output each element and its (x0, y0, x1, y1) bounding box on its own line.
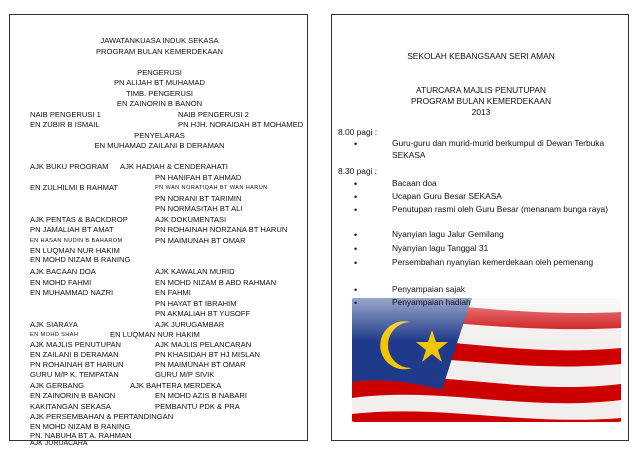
member-name: EN ZAINORIN B BANON (116, 99, 203, 108)
agenda-item: Guru-guru dan murid-murid berkumpul di Dewan Terbuka SEKASA (392, 138, 605, 160)
member-name: PN HAYAT BT IBRAHIM (155, 299, 237, 308)
agenda-item: Penyampaian sajak (392, 284, 466, 294)
bullet-icon: • (354, 139, 358, 149)
member-name: PN NORMASITAH BT ALI (155, 204, 243, 213)
member-name: EN ZAINORIN B BANON (30, 391, 116, 400)
role-label: AJK HADIAH & CENDERAHATI (120, 162, 228, 171)
member-name: EN MOHD NIZAM B RANING (30, 422, 131, 431)
member-name: PN WAN NORATIQAH BT WAN HARUN (155, 185, 268, 191)
bullet-icon: • (354, 258, 358, 268)
member-name: EN MOHD AZIS B NABARI (155, 391, 247, 400)
malaysia-flag-image (352, 298, 621, 422)
bullet-icon: • (354, 205, 358, 215)
member-name: EN MUHAMMAD NAZRI (30, 288, 114, 297)
agenda-item: Penyampaian hadiah (392, 297, 471, 307)
member-name: PN ROHAINAH NORZANA BT HARUN (155, 225, 288, 234)
member-name: PN MAIMUNAH BT OMAR (155, 360, 246, 369)
programme-panel (331, 14, 629, 441)
role-label: AJK JURUACARA (30, 440, 88, 446)
member-name: PN KHASIDAH BT HJ MISLAN (155, 350, 260, 359)
member-name: EN ZULHILMI B RAHMAT (30, 183, 119, 192)
member-name: GURU M/P K. TEMPATAN (30, 370, 119, 379)
role-label: AJK PERSEMBAHAN & PERTANDINGAN (30, 412, 174, 421)
committee-heading: JAWATANKUASA INDUK SEKASA (100, 36, 219, 45)
bullet-icon: • (354, 298, 358, 308)
member-name: EN HASAN NUDIN B BAHAROM (30, 238, 123, 244)
member-name: KAKITANGAN SEKASA (30, 402, 111, 411)
member-name: PN JAMALIAH BT AMAT (30, 225, 114, 234)
member-name: EN LUQMAN NUR HAKIM (110, 330, 200, 339)
member-name: EN MOHD SHAH (30, 332, 79, 338)
agenda-item: Persembahan nyanyian kemerdekaan oleh pemenang (392, 257, 594, 267)
member-name: EN FAHMI (155, 288, 191, 297)
member-name: PN ROHAINAH BT HARUN (30, 360, 124, 369)
committee-subheading: PROGRAM BULAN KEMERDEKAAN (95, 47, 223, 56)
role-label: AJK SIARAYA (30, 320, 78, 329)
member-name: PN HJH. NORAIDAH BT MOHAMED (178, 120, 304, 129)
bullet-icon: • (354, 192, 358, 202)
role-label: AJK GERBANG (30, 381, 85, 390)
member-name: PEMBANTU PDK & PRA (155, 402, 240, 411)
programme-year: 2013 (471, 107, 491, 117)
programme-title: ATURCARA MAJLIS PENUTUPAN (416, 85, 546, 95)
bullet-icon: • (354, 230, 358, 240)
role-label: PENYELARAS (134, 131, 185, 140)
time-label: 8.30 pagi : (338, 166, 378, 176)
member-name: PN AKMALIAH BT YUSOFF (155, 309, 251, 318)
member-name: PN. NABUHA BT A. RAHMAN (30, 431, 132, 440)
role-label: AJK BACAAN DOA (30, 267, 96, 276)
bullet-icon: • (354, 285, 358, 295)
role-label: NAIB PENGERUSI 2 (178, 110, 249, 119)
member-name: EN MOHD NIZAM B ABD RAHMAN (155, 278, 277, 287)
role-label: AJK JURUGAMBAR (155, 320, 225, 329)
role-label: AJK DOKUMENTASI (155, 215, 227, 224)
member-name: PN MAIMUNAH BT OMAR (155, 236, 246, 245)
role-label: AJK PENTAS & BACKDROP (30, 215, 128, 224)
member-name: GURU M/P SIVIK (155, 370, 215, 379)
agenda-item: Nyanyian lagu Jalur Gemilang (392, 229, 504, 239)
member-name: EN LUQMAN NUR HAKIM (30, 246, 120, 255)
member-name: EN ZAILANI B DERAMAN (30, 350, 119, 359)
member-name: PN HANIFAH BT AHMAD (155, 173, 242, 182)
agenda-item: Penutupan rasmi oleh Guru Besar (menanam bunga raya) (392, 204, 609, 214)
programme-subtitle: PROGRAM BULAN KEMERDEKAAN (410, 96, 552, 106)
role-label: AJK MAJLIS PENUTUPAN (30, 340, 122, 349)
role-label: AJK BAHTERA MERDEKA (130, 381, 222, 390)
member-name: EN MOHD NIZAM B RANING (30, 255, 131, 264)
agenda-item: Bacaan doa (392, 178, 437, 188)
role-label: AJK BUKU PROGRAM (30, 162, 109, 171)
bullet-icon: • (354, 179, 358, 189)
school-name: SEKOLAH KEBANGSAAN SERI AMAN (407, 51, 555, 61)
member-name: EN MUHAMAD ZAILANI B DERAMAN (94, 141, 225, 150)
member-name: PN NORANI BT TARIMIN (155, 194, 242, 203)
member-name: EN ZUBIR B ISMAIL (30, 120, 100, 129)
member-name: PN ALIJAH BT MUHAMAD (113, 78, 205, 87)
committee-panel (9, 14, 308, 446)
time-label: 8.00 pagi : (338, 127, 378, 137)
role-label: NAIB PENGERUSI 1 (30, 110, 101, 119)
agenda-item: Nyanyian lagu Tanggal 31 (392, 243, 489, 253)
role-label: TIMB. PENGERUSI (125, 89, 194, 98)
role-label: AJK KAWALAN MURID (155, 267, 235, 276)
bullet-icon: • (354, 244, 358, 254)
role-label: PENGERUSI (137, 68, 182, 77)
role-label: AJK MAJLIS PELANCARAN (155, 340, 252, 349)
member-name: EN MOHD FAHMI (30, 278, 92, 287)
flag-graphic (352, 298, 621, 422)
agenda-item: Ucapan Guru Besar SEKASA (392, 191, 502, 201)
